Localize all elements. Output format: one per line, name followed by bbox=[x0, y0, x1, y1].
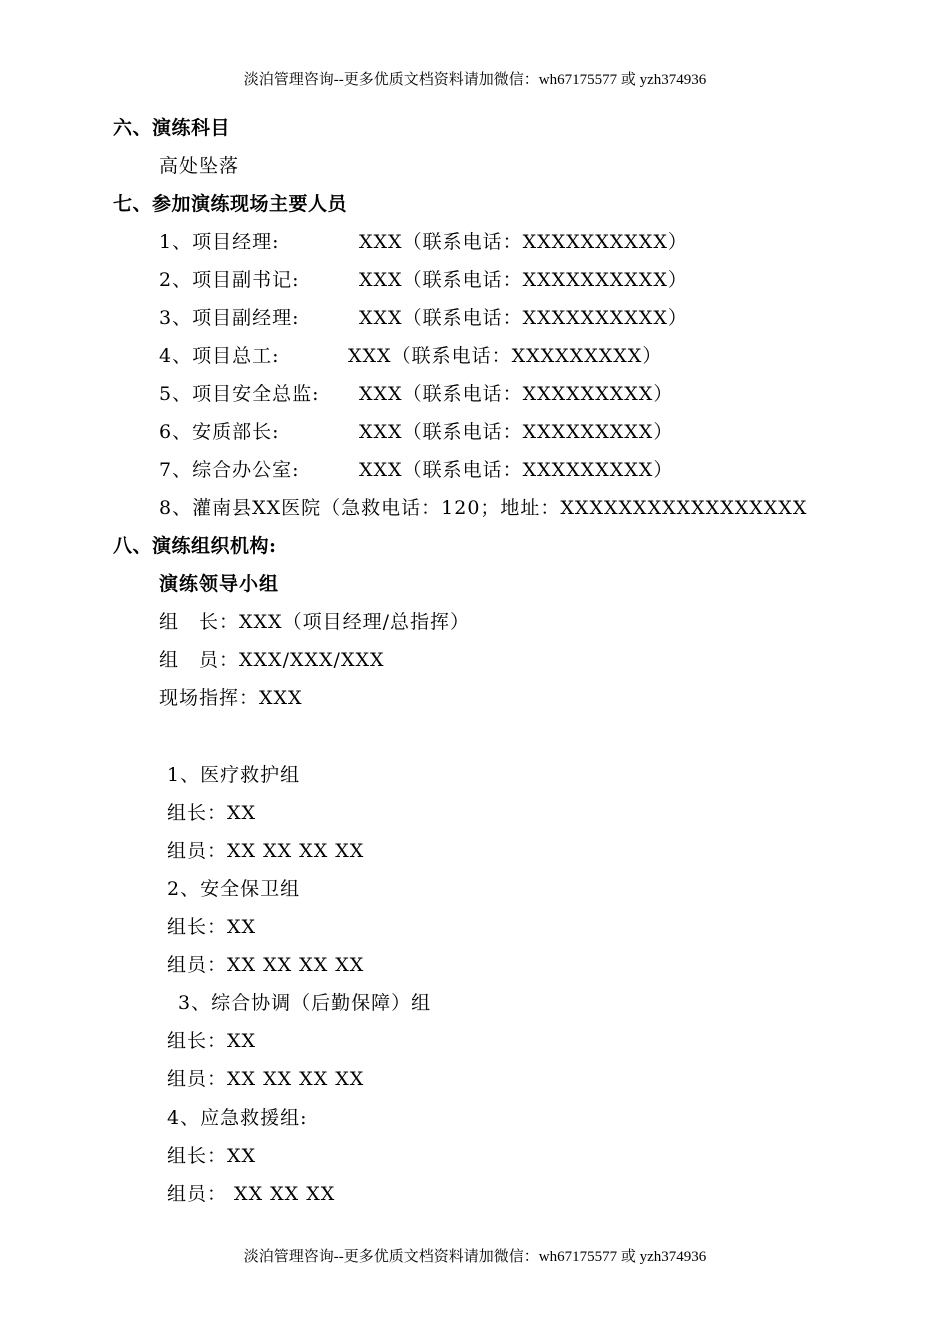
section-6-heading: 六、演练科目 bbox=[113, 117, 231, 139]
group-members: 组员：XX XX XX XX bbox=[167, 840, 365, 862]
page-footer: 淡泊管理咨询--更多优质文档资料请加微信：wh67175577 或 yzh374936 bbox=[243, 1249, 707, 1265]
section-7-heading: 七、参加演练现场主要人员 bbox=[113, 193, 348, 215]
person-row bbox=[159, 420, 674, 444]
group-name: 4、应急救援组: bbox=[167, 1107, 308, 1129]
leadership-group-title: 演练领导小组 bbox=[159, 573, 280, 595]
leadership-members: 组 员：XXX/XXX/XXX bbox=[159, 649, 385, 671]
group-leader: 组长：XX bbox=[167, 1030, 257, 1052]
group-members: 组员： XX XX XX bbox=[167, 1183, 336, 1205]
person-role: 5、项目安全总监: bbox=[159, 383, 320, 405]
person-contact: XXX（联系电话：XXXXXXXXXX） bbox=[359, 231, 688, 253]
person-contact: XXX（联系电话：XXXXXXXXX） bbox=[348, 345, 663, 367]
person-row bbox=[159, 268, 688, 292]
group-leader: 组长：XX bbox=[167, 1145, 257, 1167]
person-role: 3、项目副经理: bbox=[159, 307, 300, 329]
person-contact: XXX（联系电话：XXXXXXXXX） bbox=[359, 383, 674, 405]
person-row bbox=[159, 344, 663, 368]
hospital-row: 8、灌南县XX医院（急救电话：120；地址：XXXXXXXXXXXXXXXXX bbox=[159, 497, 808, 519]
group-members: 组员：XX XX XX XX bbox=[167, 1068, 365, 1090]
group-members: 组员：XX XX XX XX bbox=[167, 954, 365, 976]
person-contact: XXX（联系电话：XXXXXXXXX） bbox=[359, 421, 674, 443]
person-row bbox=[159, 230, 688, 254]
person-row bbox=[159, 306, 688, 330]
person-role: 1、项目经理: bbox=[159, 231, 280, 253]
person-row bbox=[159, 382, 674, 406]
group-name: 2、安全保卫组 bbox=[167, 878, 301, 900]
group-leader: 组长：XX bbox=[167, 916, 257, 938]
person-role: 2、项目副书记: bbox=[159, 269, 300, 291]
leadership-leader: 组 长：XXX（项目经理/总指挥） bbox=[159, 611, 470, 633]
site-commander: 现场指挥：XXX bbox=[159, 687, 303, 709]
person-contact: XXX（联系电话：XXXXXXXXXX） bbox=[359, 269, 688, 291]
group-name: 3、综合协调（后勤保障）组 bbox=[178, 992, 432, 1014]
person-role: 6、安质部长: bbox=[159, 421, 280, 443]
person-row bbox=[159, 458, 674, 482]
drill-subject: 高处坠落 bbox=[159, 155, 240, 177]
person-role: 4、项目总工: bbox=[159, 345, 280, 367]
person-contact: XXX（联系电话：XXXXXXXXXX） bbox=[359, 307, 688, 329]
section-8-heading: 八、演练组织机构: bbox=[113, 535, 277, 557]
group-leader: 组长：XX bbox=[167, 802, 257, 824]
group-name: 1、医疗救护组 bbox=[167, 764, 301, 786]
person-role: 7、综合办公室: bbox=[159, 459, 300, 481]
person-contact: XXX（联系电话：XXXXXXXXX） bbox=[359, 459, 674, 481]
page-header: 淡泊管理咨询--更多优质文档资料请加微信：wh67175577 或 yzh374936 bbox=[243, 72, 707, 88]
